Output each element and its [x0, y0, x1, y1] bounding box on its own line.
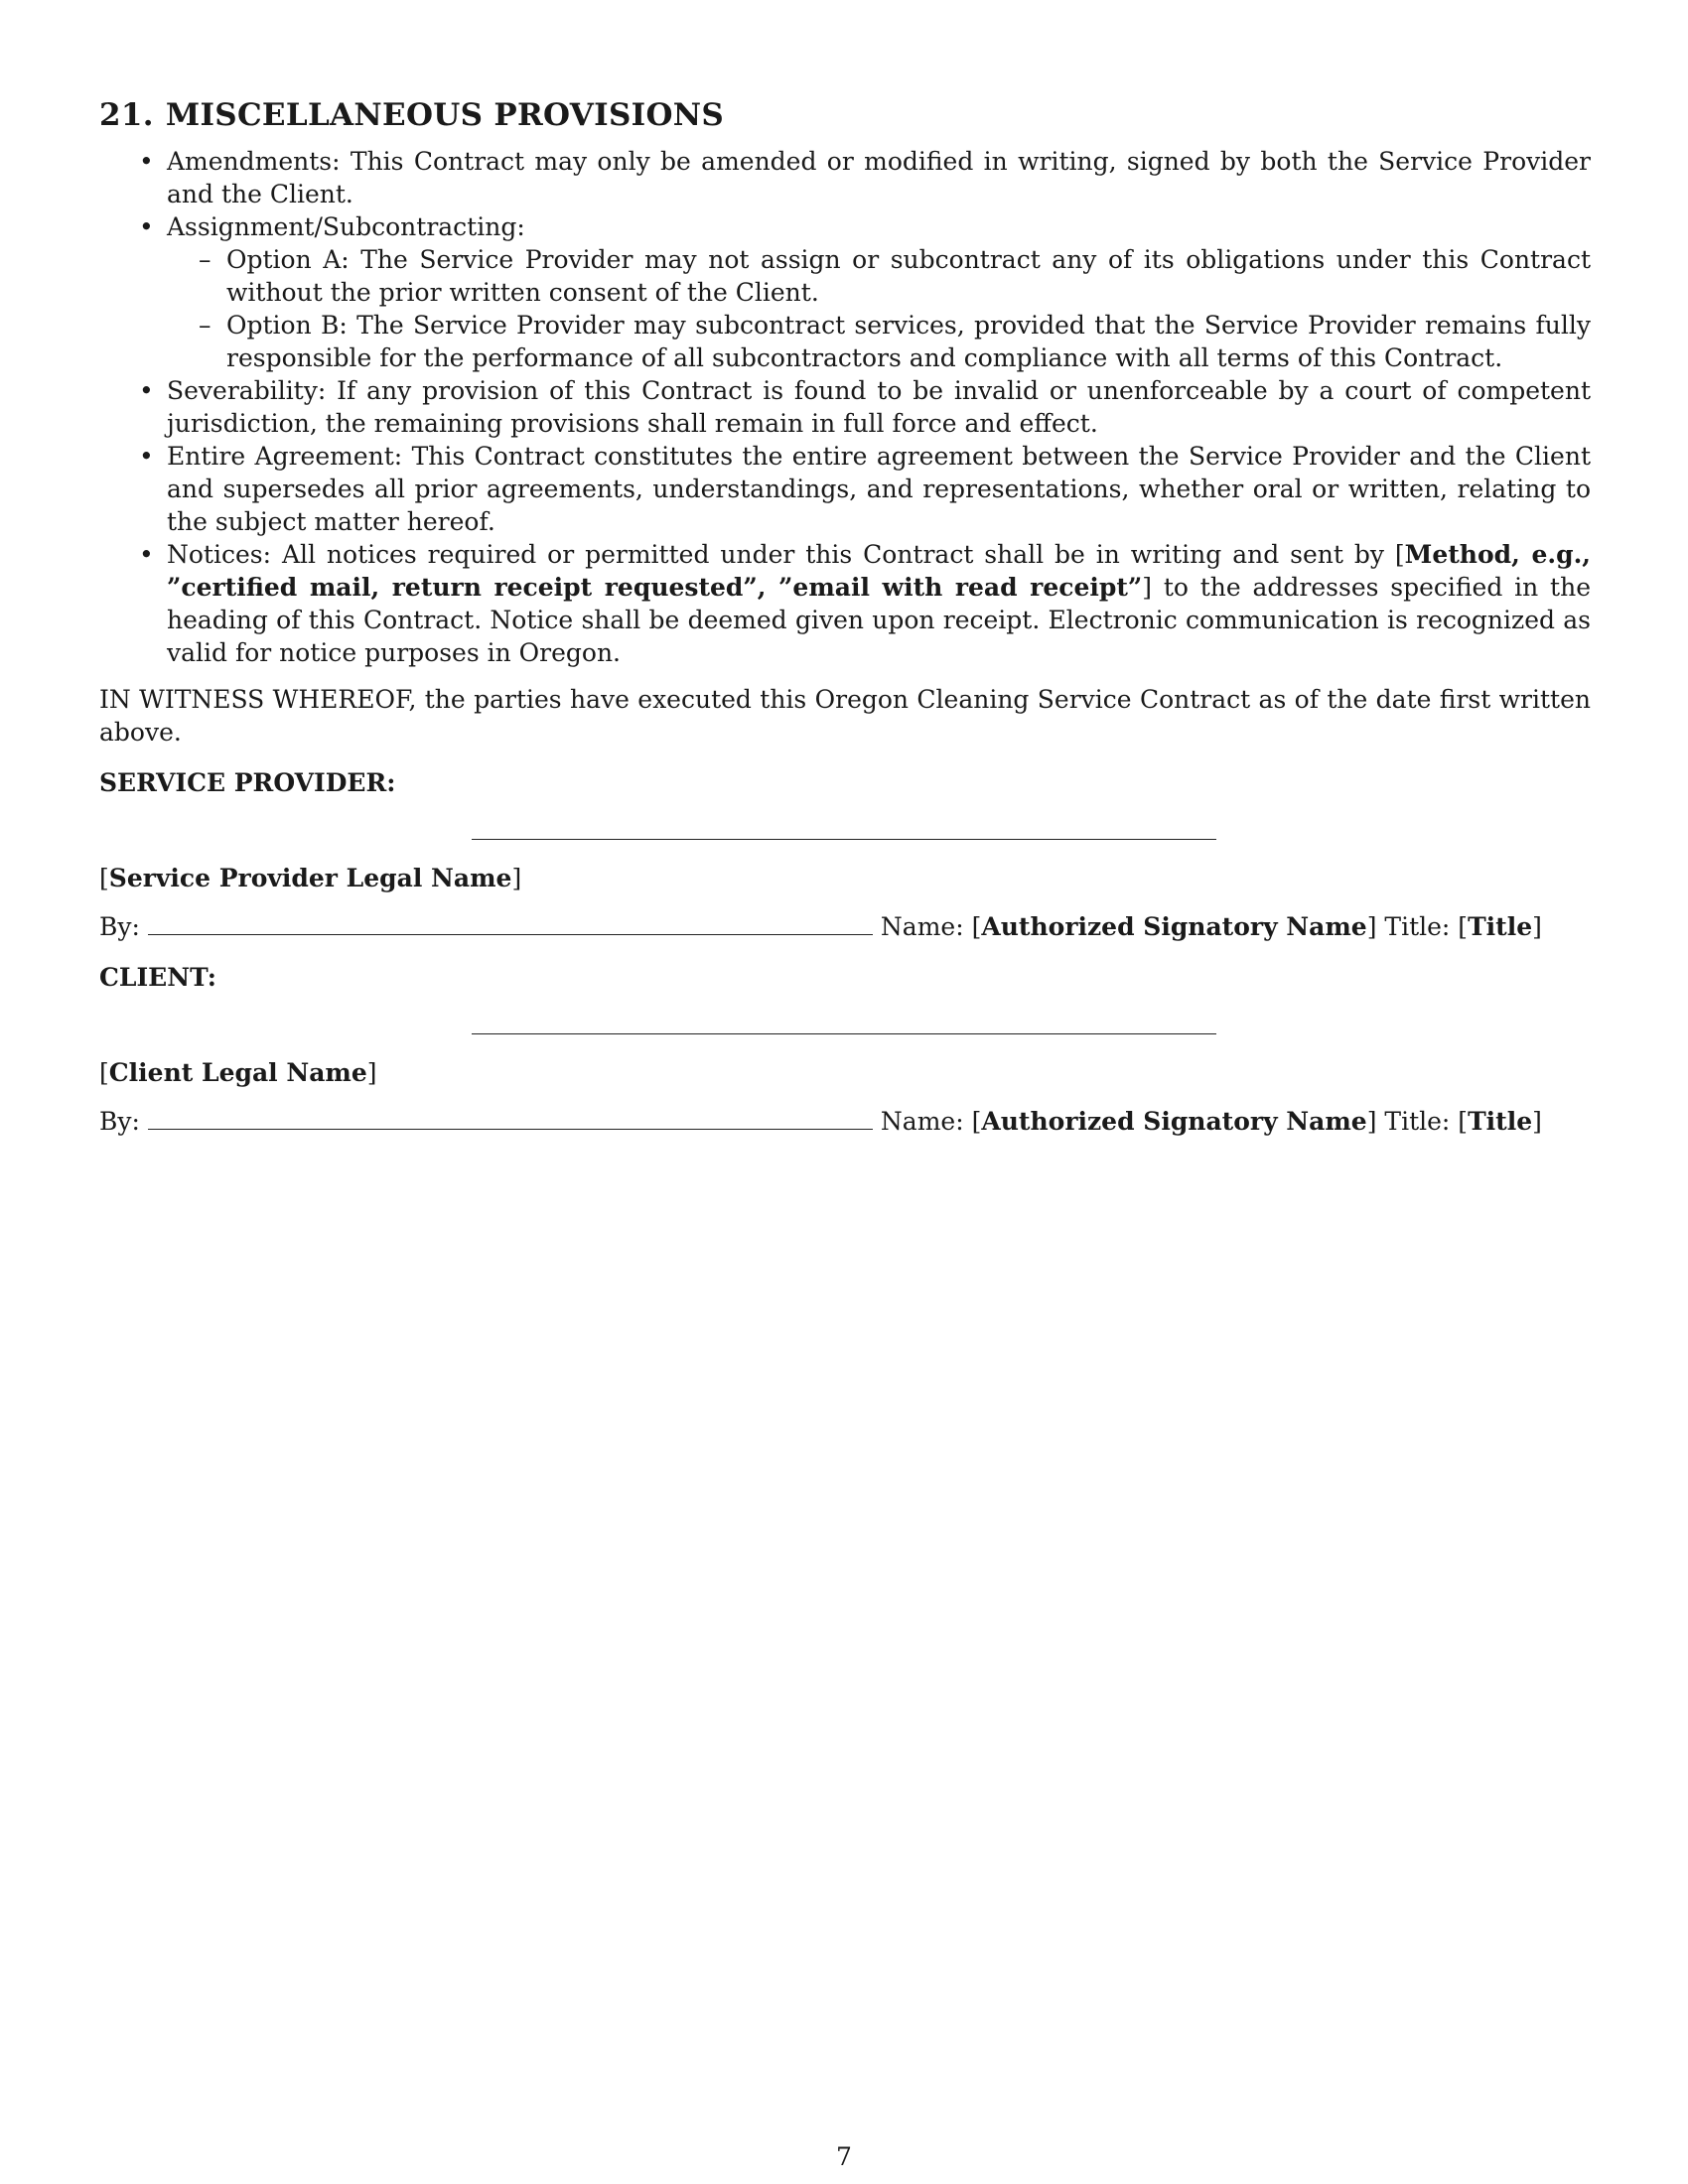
client-label: CLIENT:: [99, 963, 217, 992]
severability-text: Severability: If any provision of this Contract is found to be invalid or unenforceable by a court of competent jurisdiction, the remaining provisions shall remain in full force and effect.: [167, 376, 1591, 438]
service-provider-label: SERVICE PROVIDER:: [99, 768, 396, 797]
assignment-options-list: [167, 243, 1591, 374]
assignment-text: Assignment/Subcontracting:: [167, 212, 525, 241]
option-b-text: Option B: The Service Provider may subcontract services, provided that the Service Provider remains fully responsible for the performance of all subcontractors and compliance with all terms of this Contract.: [226, 311, 1591, 372]
client-legal-name-text: Client Legal Name: [108, 1058, 367, 1087]
service-provider-title-label: Title:: [1384, 912, 1451, 941]
service-provider-by-label: By:: [99, 912, 140, 941]
page-number: 7: [836, 2142, 852, 2171]
entire-agreement-text: Entire Agreement: This Contract constitutes the entire agreement between the Service Provider and the Client and supersedes all prior agreements, understandings, and representations, whether oral or written, relating to the subject matter hereof.: [167, 442, 1591, 536]
notices-method-placeholder: Method, e.g., ”certified mail, return receipt requested”, ”email with read receipt”: [167, 540, 1591, 602]
witness-clause: IN WITNESS WHEREOF, the parties have executed this Oregon Cleaning Service Contract as of the date first written above.: [99, 685, 1591, 747]
client-legal-name: [Client Legal Name]: [99, 1058, 377, 1087]
provisions-list: [99, 145, 1591, 669]
document-page: [99, 95, 1591, 1138]
client-signature-line: [472, 1033, 1216, 1034]
section-heading: [99, 95, 1591, 135]
service-provider-name-label: Name:: [880, 912, 964, 941]
amendments-text: Amendments: This Contract may only be amended or modified in writing, signed by both the Service Provider and the Client.: [167, 147, 1591, 208]
notices-item: [99, 538, 1591, 669]
client-title-label: Title:: [1384, 1107, 1451, 1136]
option-b-item: [167, 309, 1591, 374]
client-by-row: By: Name: [Authorized Signatory Name] Title: [Title]: [99, 1107, 1542, 1136]
option-a-text: Option A: The Service Provider may not assign or subcontract any of its obligations under this Contract without the prior written consent of the Client.: [226, 245, 1591, 307]
client-signatory: Authorized Signatory Name: [981, 1107, 1367, 1136]
client-by-label: By:: [99, 1107, 140, 1136]
service-provider-by-blank[interactable]: [148, 910, 873, 935]
client-by-blank[interactable]: [148, 1105, 873, 1130]
amendments-item: [99, 145, 1591, 210]
client-title-value: Title: [1468, 1107, 1533, 1136]
severability-item: [99, 374, 1591, 440]
service-provider-signatory: Authorized Signatory Name: [981, 912, 1367, 941]
service-provider-by-row: By: Name: [Authorized Signatory Name] Title: [Title]: [99, 912, 1542, 941]
service-provider-legal-name: [Service Provider Legal Name]: [99, 864, 522, 892]
notices-text-pre: Notices: All notices required or permitted under this Contract shall be in writing and sent by [: [167, 540, 1405, 569]
service-provider-title-value: Title: [1468, 912, 1533, 941]
entire-agreement-item: [99, 440, 1591, 538]
service-provider-signature-line: [472, 839, 1216, 840]
section-number: 21.: [99, 97, 154, 133]
notices-text-post: ] to the addresses specified in the heading of this Contract. Notice shall be deemed given upon receipt. Electronic communication is recognized as valid for notice purposes in Oregon.: [167, 573, 1591, 667]
assignment-item: [99, 210, 1591, 374]
service-provider-legal-name-text: Service Provider Legal Name: [108, 864, 512, 892]
section-title: MISCELLANEOUS PROVISIONS: [165, 97, 725, 133]
client-name-label: Name:: [880, 1107, 964, 1136]
option-a-item: [167, 243, 1591, 309]
